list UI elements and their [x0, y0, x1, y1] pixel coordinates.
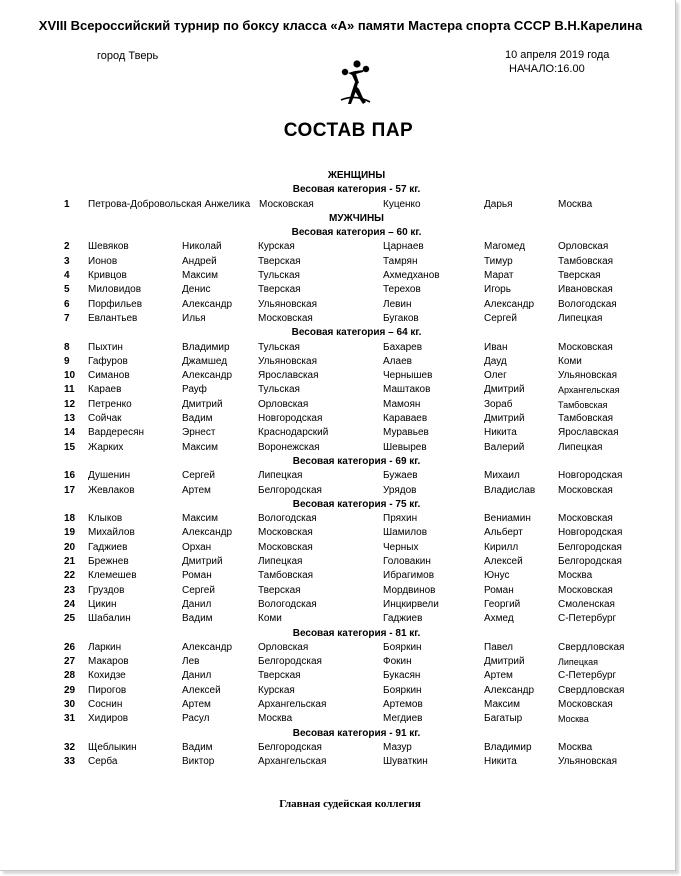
boxer1-surname: Кохидзе: [88, 670, 126, 682]
boxer1-region: Курская: [258, 684, 295, 696]
boxer2-name: Валерий: [484, 441, 525, 453]
boxer1-name: Максим: [182, 441, 218, 453]
boxer2-region: Московская: [558, 698, 613, 710]
boxer1-name: Александр: [182, 641, 233, 653]
boxer2-name: Юнус: [484, 570, 510, 582]
boxer2-surname: Шевырев: [383, 441, 427, 453]
pair-number: 23: [64, 584, 76, 596]
boxer2-surname: Бояркин: [383, 684, 422, 696]
table-row: [0, 341, 681, 355]
boxer2-region: Новгородская: [558, 470, 623, 482]
boxer1-region: Липецкая: [258, 470, 303, 482]
boxer2-name: Олег: [484, 370, 507, 382]
boxer1-name: Орхан: [182, 541, 212, 553]
boxer1-region: Московская: [259, 198, 314, 210]
boxer1-surname: Жарких: [88, 441, 124, 453]
boxer2-region: Тамбовская: [558, 399, 608, 410]
boxer-icon: [335, 58, 375, 106]
table-row: [0, 641, 681, 655]
weight-category-heading: [0, 727, 681, 741]
table-row: [0, 526, 681, 540]
table-row: [0, 412, 681, 426]
boxer2-region: С-Петербург: [558, 613, 617, 625]
heading-text: Весовая категория – 64 кг.: [291, 327, 422, 339]
boxer2-region: Белгородская: [558, 556, 622, 568]
boxer1-region: Воронежская: [258, 441, 320, 453]
boxer1-name: Виктор: [182, 756, 215, 768]
boxer1-surname: Брежнев: [88, 556, 129, 568]
boxer2-surname: Тамрян: [383, 255, 418, 267]
boxer2-region: Москва: [558, 198, 593, 210]
pair-number: 8: [64, 341, 70, 353]
boxer2-region: Московская: [558, 341, 613, 353]
boxer2-surname: Артемов: [383, 698, 423, 710]
table-row: [0, 240, 681, 254]
boxer2-name: Георгий: [484, 598, 521, 610]
boxer2-region: Ульяновская: [558, 756, 617, 768]
table-row: [0, 355, 681, 369]
table-row: [0, 512, 681, 526]
section-heading: [0, 212, 681, 226]
heading-text: Весовая категория - 69 кг.: [292, 455, 421, 467]
boxer1-name: Максим: [182, 513, 218, 525]
boxer2-name: Владислав: [484, 484, 536, 496]
table-row: [0, 584, 681, 598]
boxer2-region: Московская: [558, 584, 613, 596]
pair-number: 20: [64, 541, 76, 553]
boxer1-region: Тверская: [258, 284, 301, 296]
table-row: [0, 283, 681, 297]
boxer2-surname: Черных: [383, 541, 419, 553]
boxer2-region: Вологодская: [558, 298, 617, 310]
boxer1-name: Дмитрий: [182, 398, 223, 410]
boxer1-surname: Сойчак: [88, 413, 122, 425]
boxer1-surname: Душенин: [88, 470, 131, 482]
boxer1-surname: Симанов: [88, 370, 130, 382]
boxer1-region: Орловская: [258, 641, 309, 653]
heading-text: ЖЕНЩИНЫ: [327, 170, 386, 181]
boxer1-name: Вадим: [182, 613, 213, 625]
boxer1-name: Данил: [182, 670, 212, 682]
boxer2-name: Александр: [484, 684, 535, 696]
table-row: [0, 383, 681, 397]
boxer2-region: Тамбовская: [558, 413, 614, 425]
pair-number: 7: [64, 312, 70, 324]
boxer1-region: Белгородская: [258, 656, 322, 668]
boxer1-surname: Клемешев: [88, 570, 137, 582]
table-row: [0, 569, 681, 583]
boxer1-name: Вадим: [182, 413, 213, 425]
boxer1-name: Владимир: [182, 341, 230, 353]
boxer2-surname: Бужаев: [383, 470, 418, 482]
pair-number: 16: [64, 470, 76, 482]
table-row: [0, 741, 681, 755]
table-row: [0, 398, 681, 412]
date: 10 апреля 2019 года: [505, 49, 610, 61]
boxer1-surname: Соснин: [88, 698, 123, 710]
pair-number: 3: [64, 255, 70, 267]
boxer2-name: Кирилл: [484, 541, 519, 553]
boxer2-name: Альберт: [484, 527, 523, 539]
boxer2-name: Зораб: [484, 398, 513, 410]
heading-text: Весовая категория – 60 кг.: [291, 227, 422, 239]
pair-number: 17: [64, 484, 76, 496]
pair-number: 4: [64, 270, 70, 282]
table-row: [0, 312, 681, 326]
boxer2-name: Максим: [484, 698, 520, 710]
boxer1-surname: Цикин: [88, 598, 117, 610]
boxer2-name: Роман: [484, 584, 514, 596]
boxer2-surname: Гаджиев: [383, 613, 423, 625]
boxer1-region: Архангельская: [258, 698, 327, 710]
boxer2-name: Дмитрий: [484, 413, 525, 425]
boxer2-region: Липецкая: [558, 312, 603, 324]
boxer1-surname: Гаджиев: [88, 541, 128, 553]
boxer1-region: Московская: [258, 541, 313, 553]
boxer1-region: Тамбовская: [258, 570, 314, 582]
heading-text: Весовая категория - 75 кг.: [292, 498, 421, 510]
boxer1-region: Архангельская: [258, 756, 327, 768]
weight-category-heading: [0, 226, 681, 240]
boxer1-name: Данил: [182, 598, 212, 610]
pair-number: 22: [64, 570, 76, 582]
boxer1-region: Тверская: [258, 255, 301, 267]
pair-number: 24: [64, 598, 76, 610]
boxer1-surname: Пирогов: [88, 684, 127, 696]
pair-number: 11: [64, 384, 75, 396]
boxer2-surname: Бугаков: [383, 312, 419, 324]
pair-number: 25: [64, 613, 76, 625]
pair-number: 1: [64, 198, 70, 210]
boxer2-region: Москва: [558, 714, 589, 725]
boxer1-surname: Ионов: [88, 255, 118, 267]
boxer2-surname: Шамилов: [383, 527, 428, 539]
boxer1-surname: Груздов: [88, 584, 125, 596]
weight-category-heading: [0, 326, 681, 340]
boxer2-surname: Терехов: [383, 284, 421, 296]
heading-text: Весовая категория - 57 кг.: [292, 184, 421, 196]
boxer2-surname: Ибрагимов: [383, 570, 435, 582]
boxer2-region: Липецкая: [558, 657, 598, 668]
boxer2-region: Московская: [558, 484, 613, 496]
boxer1-surname: Серба: [88, 756, 118, 768]
boxer2-region: Ивановская: [558, 284, 613, 296]
boxer2-surname: Ахмедханов: [383, 270, 440, 282]
boxer2-region: Ульяновская: [558, 370, 617, 382]
heading-text: Весовая категория - 81 кг.: [292, 627, 421, 639]
boxer2-surname: Алаев: [383, 355, 412, 367]
pair-number: 26: [64, 641, 76, 653]
pair-number: 29: [64, 684, 76, 696]
boxer2-name: Марат: [484, 270, 514, 282]
boxer2-name: Александр: [484, 298, 535, 310]
boxer1-region: Новгородская: [258, 413, 323, 425]
table-row: [0, 712, 681, 726]
boxer1-name: Вадим: [182, 741, 213, 753]
boxer1-surname: Щеблыкин: [88, 741, 137, 753]
boxer1-surname: Клыков: [88, 513, 123, 525]
boxer2-surname: Букасян: [383, 670, 421, 682]
boxer2-surname: Пряхин: [383, 513, 418, 525]
footer-signature: Главная судейская коллегия: [279, 798, 421, 810]
boxer2-name: Артем: [484, 670, 513, 682]
boxer2-name: Владимир: [484, 741, 532, 753]
boxer1-region: Курская: [258, 241, 295, 253]
boxer1-name: Максим: [182, 270, 218, 282]
table-row: [0, 369, 681, 383]
boxer2-name: Алексей: [484, 556, 523, 568]
heading-text: Весовая категория - 91 кг.: [292, 727, 421, 739]
boxer1-region: Краснодарский: [258, 427, 329, 439]
pair-number: 21: [64, 556, 76, 568]
boxer2-region: Московская: [558, 513, 613, 525]
pair-number: 28: [64, 670, 76, 682]
heading-text: МУЖЧИНЫ: [329, 212, 384, 224]
table-row: [0, 684, 681, 698]
start-time: НАЧАЛО:16.00: [509, 63, 585, 75]
boxer2-region: Орловская: [558, 241, 609, 253]
boxer1-region: Московская: [258, 312, 313, 324]
boxer2-name: Иван: [484, 341, 508, 353]
boxer1-name: Эрнест: [182, 427, 216, 439]
boxer1-name: Александр: [182, 298, 233, 310]
boxer2-region: Тверская: [558, 270, 601, 282]
boxer2-region: Архангельская: [558, 385, 620, 396]
boxer1-name: Лев: [182, 656, 200, 668]
boxer2-name: Дмитрий: [484, 656, 525, 668]
boxer1-surname: Миловидов: [88, 284, 142, 296]
boxer2-name: Магомед: [484, 241, 526, 253]
boxer2-surname: Урядов: [383, 484, 417, 496]
boxer2-surname: Мазур: [383, 741, 412, 753]
section-heading: [0, 169, 681, 183]
boxer1-name: Расул: [182, 713, 210, 725]
boxer1-name: Александр: [182, 527, 233, 539]
boxer1-surname: Хидиров: [88, 713, 129, 725]
pair-number: 19: [64, 527, 76, 539]
boxer2-surname: Бахарев: [383, 341, 423, 353]
boxer1-surname: Вардересян: [88, 427, 145, 439]
pair-number: 6: [64, 298, 70, 310]
table-row: [0, 598, 681, 612]
boxer2-surname: Фокин: [383, 656, 412, 668]
pair-number: 5: [64, 284, 70, 296]
boxer2-surname: Маштаков: [383, 384, 431, 396]
boxer2-region: Смоленская: [558, 598, 615, 610]
boxer1-surname: Петренко: [88, 398, 132, 410]
pair-number: 14: [64, 427, 76, 439]
boxer2-name: Дауд: [484, 355, 507, 367]
boxer2-region: Тамбовская: [558, 255, 614, 267]
boxer1-surname: Макаров: [88, 656, 129, 668]
boxer2-surname: Мегдиев: [383, 713, 423, 725]
boxer2-region: Коми: [558, 355, 582, 367]
boxer2-region: Москва: [558, 741, 593, 753]
weight-category-heading: [0, 183, 681, 197]
boxer2-name: Тимур: [484, 255, 513, 267]
boxer2-name: Дмитрий: [484, 384, 525, 396]
boxer1-surname: Шабалин: [88, 613, 131, 625]
boxer1-region: Белгородская: [258, 484, 322, 496]
boxer2-name: Дарья: [484, 198, 513, 210]
boxer2-surname: Чернышев: [383, 370, 433, 382]
table-row: [0, 484, 681, 498]
boxer1-region: Коми: [258, 613, 282, 625]
boxer2-name: Вениамин: [484, 513, 531, 525]
boxer1-surname: Петрова-Добровольская Анжелика: [88, 198, 251, 210]
boxer1-name: Рауф: [182, 384, 207, 396]
boxer2-region: Свердловская: [558, 641, 625, 653]
boxer1-region: Тверская: [258, 670, 301, 682]
boxer1-name: Николай: [182, 241, 222, 253]
pair-number: 15: [64, 441, 76, 453]
boxer1-name: Александр: [182, 370, 233, 382]
pair-number: 31: [64, 713, 76, 725]
boxer1-surname: Кривцов: [88, 270, 127, 282]
boxer1-surname: Евлантьев: [88, 312, 138, 324]
boxer1-name: Дмитрий: [182, 556, 223, 568]
boxer1-region: Тульская: [258, 384, 300, 396]
boxer1-name: Андрей: [182, 255, 217, 267]
weight-category-heading: [0, 627, 681, 641]
pair-number: 10: [64, 370, 76, 382]
boxer1-name: Роман: [182, 570, 212, 582]
pair-number: 32: [64, 741, 76, 753]
boxer1-region: Тульская: [258, 341, 300, 353]
table-row: [0, 426, 681, 440]
boxer1-region: Вологодская: [258, 513, 317, 525]
boxer1-name: Сергей: [182, 470, 215, 482]
boxer1-surname: Жевлаков: [88, 484, 135, 496]
boxer1-region: Тульская: [258, 270, 300, 282]
boxer2-name: Ахмед: [484, 613, 514, 625]
boxer1-region: Белгородская: [258, 741, 322, 753]
boxer2-surname: Левин: [383, 298, 412, 310]
table-row: [0, 255, 681, 269]
boxer1-region: Ульяновская: [258, 355, 317, 367]
boxer2-name: Михаил: [484, 470, 520, 482]
pair-number: 12: [64, 398, 76, 410]
pair-number: 30: [64, 698, 76, 710]
boxer2-region: Москва: [558, 570, 593, 582]
table-row: [0, 669, 681, 683]
table-row: [0, 655, 681, 669]
boxer1-region: Московская: [258, 527, 313, 539]
boxer2-region: Новгородская: [558, 527, 623, 539]
table-row: [0, 555, 681, 569]
boxer1-region: Тверская: [258, 584, 301, 596]
boxer1-name: Артем: [182, 698, 211, 710]
boxer2-region: Ярославская: [558, 427, 619, 439]
boxer1-region: Вологодская: [258, 598, 317, 610]
boxer1-surname: Шевяков: [88, 241, 129, 253]
boxer1-region: Ульяновская: [258, 298, 317, 310]
weight-category-heading: [0, 498, 681, 512]
boxer2-surname: Головакин: [383, 556, 431, 568]
boxer2-name: Никита: [484, 427, 517, 439]
table-row: [0, 541, 681, 555]
city: город Тверь: [97, 50, 159, 62]
boxer2-name: Игорь: [484, 284, 511, 296]
table-row: [0, 441, 681, 455]
table-row: [0, 198, 681, 212]
boxer2-name: Сергей: [484, 312, 517, 324]
boxer2-name: Павел: [484, 641, 514, 653]
boxer2-surname: Куценко: [383, 198, 421, 210]
boxer1-name: Илья: [182, 312, 206, 324]
boxer1-region: Липецкая: [258, 556, 303, 568]
boxer2-region: Липецкая: [558, 441, 603, 453]
boxer1-surname: Михайлов: [88, 527, 135, 539]
boxer2-surname: Мордвинов: [383, 584, 436, 596]
boxer2-surname: Шуваткин: [383, 756, 428, 768]
boxer1-surname: Порфильев: [88, 298, 143, 310]
boxer1-name: Джамшед: [182, 355, 228, 367]
boxer1-surname: Гафуров: [88, 355, 128, 367]
boxer1-surname: Ларкин: [88, 641, 122, 653]
pair-number: 27: [64, 656, 76, 668]
pair-number: 2: [64, 241, 70, 253]
boxer2-name: Никита: [484, 756, 517, 768]
boxer1-name: Алексей: [182, 684, 221, 696]
boxer1-surname: Пыхтин: [88, 341, 123, 353]
table-row: [0, 755, 681, 769]
boxer2-region: С-Петербург: [558, 670, 617, 682]
pair-number: 13: [64, 413, 76, 425]
weight-category-heading: [0, 455, 681, 469]
boxer1-name: Денис: [182, 284, 211, 296]
table-row: [0, 469, 681, 483]
table-row: [0, 298, 681, 312]
pair-number: 18: [64, 513, 76, 525]
pair-number: 9: [64, 355, 70, 367]
pair-number: 33: [64, 756, 76, 768]
table-row: [0, 698, 681, 712]
boxer2-surname: Караваев: [383, 413, 428, 425]
table-row: [0, 269, 681, 283]
boxer1-name: Сергей: [182, 584, 215, 596]
boxer1-region: Ярославская: [258, 370, 319, 382]
boxer1-region: Москва: [258, 713, 293, 725]
boxer2-surname: Царнаев: [383, 241, 424, 253]
boxer1-region: Орловская: [258, 398, 309, 410]
boxer2-surname: Инцкирвели: [383, 598, 439, 610]
document-title: XVIII Всероссийский турнир по боксу класса «А» памяти Мастера спорта СССР В.Н.Карелина: [38, 18, 643, 33]
page-heading: СОСТАВ ПАР: [283, 120, 414, 141]
boxer2-region: Белгородская: [558, 541, 622, 553]
boxer2-region: Свердловская: [558, 684, 625, 696]
pairs-table: [0, 169, 681, 769]
boxer2-surname: Мамоян: [383, 398, 421, 410]
boxer1-surname: Караев: [88, 384, 122, 396]
boxer2-surname: Бояркин: [383, 641, 422, 653]
boxer2-surname: Муравьев: [383, 427, 429, 439]
boxer2-name: Багатыр: [484, 713, 523, 725]
table-row: [0, 612, 681, 626]
boxer1-name: Артем: [182, 484, 211, 496]
